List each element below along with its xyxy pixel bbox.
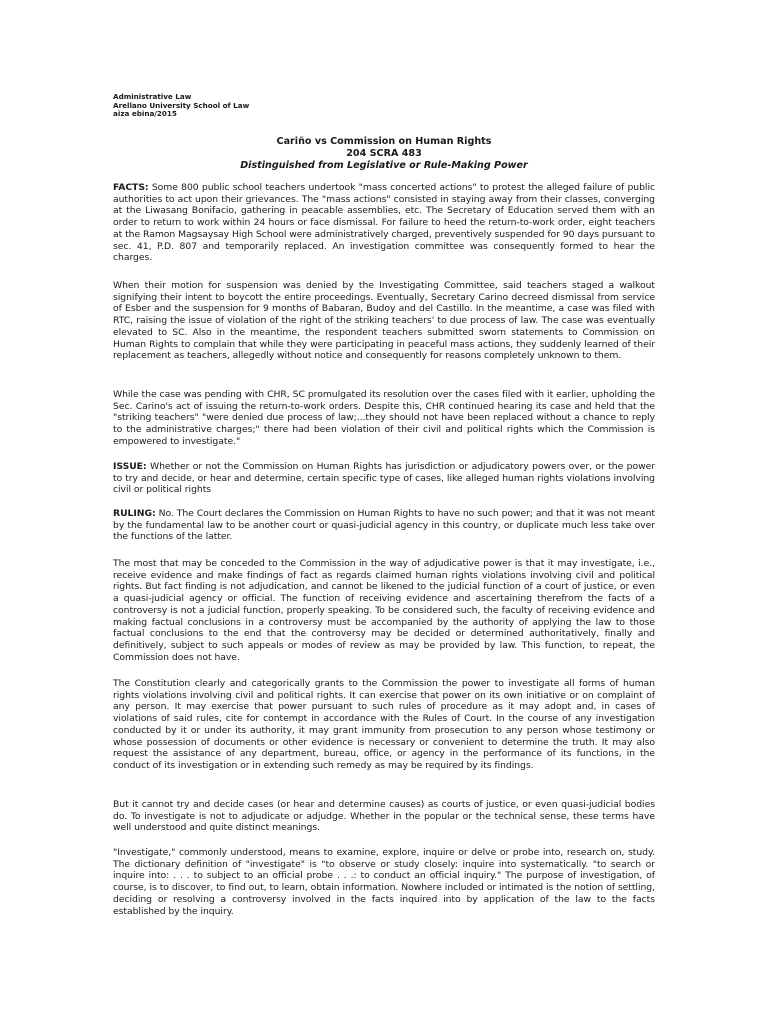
issue-label: ISSUE: [113, 461, 147, 472]
adjudicative-power-paragraph: The most that may be conceded to the Commission in the way of adjudicative power is that it may investigate, i.e., receive evidence and make findings of fact as regards claimed human rights violations involving civil and political rights. But fact finding is not adjudication, and cannot be likened to the judicial function of a court of justice, or even a quasi-judicial agency or official. The function of receiving evidence and ascertaining therefrom the facts of a controversy is not a judicial function, properly speaking. To be considered such, the faculty of receiving evidence and making factual conclusions in a controversy must be accompanied by the authority of applying the law to those factual conclusions to the end that the controversy may be decided or determined authoritatively, finally and definitively, subject to such appeals or modes of review as may be provided by law. This function, to repeat, the Commission does not have. [113, 558, 655, 663]
school-name: Arellano University School of Law [113, 100, 250, 110]
facts-paragraph [113, 182, 655, 264]
ruling-label: RULING: [113, 508, 156, 519]
author-year: aiza ebina/2015 [113, 109, 177, 119]
issue-text: Whether or not the Commission on Human Rights has jurisdiction or adjudicatory powers over, or the power to try and decide, or hear and determine, certain specific type of cases, like alleged human rights violations involving civil or political rights [113, 461, 655, 496]
constitutional-grant-paragraph: The Constitution clearly and categorically grants to the Commission the power to investigate all forms of human rights violations involving civil and political rights. It can exercise that power on its own initiative or on complaint of any person. It may exercise that power pursuant to such rules of procedure as it may adopt and, in cases of violations of said rules, cite for contempt in accordance with the Rules of Court. In the course of any investigation conducted by it or under its authority, it may grant immunity from prosecution to any person whose testimony or whose possession of documents or other evidence is necessary or convenient to determine the truth. It may also request the assistance of any department, bureau, office, or agency in the performance of its functions, in the conduct of its investigation or in extending such remedy as may be required by its findings. [113, 678, 655, 771]
issue-paragraph [113, 461, 655, 496]
investigate-definition-paragraph: "Investigate," commonly understood, means to examine, explore, inquire or delve or probe into, research on, study. The dictionary definition of "investigate" is "to observe or study closely: inquire into systematically. "to search or inquire into: . . . to subject to an official probe . . .: to conduct an official inquiry." The purpose of investigation, of course, is to discover, to find out, to learn, obtain information. Nowhere included or intimated is the notion of settling, deciding or resolving a controversy involved in the facts inquired into by application of the law to the facts established by the inquiry. [113, 847, 655, 917]
ruling-text: No. The Court declares the Commission on Human Rights to have no such power; and that it was not meant by the fundamental law to be another court or quasi-judicial agency in this country, or duplicate much less take over the functions of the latter. [113, 508, 655, 543]
procedural-history-paragraph: When their motion for suspension was denied by the Investigating Committee, said teachers staged a walkout signifying their intent to boycott the entire proceedings. Eventually, Secretary Carino decreed dismissal from service of Esber and the suspension for 9 months of Babaran, Budoy and del Castillo. In the meantime, a case was filed with RTC, raising the issue of violation of the right of the striking teachers' to due process of law. The case was eventually elevated to SC. Also in the meantime, the respondent teachers submitted sworn statements to Commission on Human Rights to complain that while they were participating in peaceful mass actions, they suddenly learned of their replacement as teachers, allegedly without notice and consequently for reasons completely unknown to them. [113, 280, 655, 362]
facts-label: FACTS: [113, 182, 149, 193]
document-header [113, 93, 249, 119]
ruling-paragraph [113, 508, 655, 543]
case-title-block [113, 136, 655, 171]
case-name: Cariño vs Commission on Human Rights [276, 136, 492, 147]
cannot-try-cases-paragraph: But it cannot try and decide cases (or hear and determine causes) as courts of justice, or even quasi-judicial bodies do. To investigate is not to adjudicate or adjudge. Whether in the popular or the technical sense, these terms have well understood and quite distinct meanings. [113, 799, 655, 834]
case-citation: 204 SCRA 483 [346, 147, 422, 159]
chr-proceedings-paragraph: While the case was pending with CHR, SC promulgated its resolution over the cases filed with it earlier, upholding the Sec. Carino's act of issuing the return-to-work orders. Despite this, CHR continued hearing its case and held that the "striking teachers" "were denied due process of law;...they should not have been replaced without a chance to reply to the administrative charges;" there had been violation of their civil and political rights which the Commission is empowered to investigate." [113, 389, 655, 447]
course-name: Administrative Law [113, 92, 192, 101]
case-subtitle: Distinguished from Legislative or Rule-Making Power [240, 159, 528, 171]
facts-text: Some 800 public school teachers undertook "mass concerted actions" to protest the alleged failure of public authorities to act upon their grievances. The "mass actions" consisted in staying away from their classes, converging at the Liwasang Bonifacio, gathering in peacable assemblies, etc. The Secretary of Education served them with an order to return to work within 24 hours or face dismissal. For failure to heed the return-to-work order, eight teachers at the Ramon Magsaysay High School were administratively charged, preventively suspended for 90 days pursuant to sec. 41, P.D. 807 and temporarily replaced. An investigation committee was consequently formed to hear the charges. [113, 182, 655, 264]
